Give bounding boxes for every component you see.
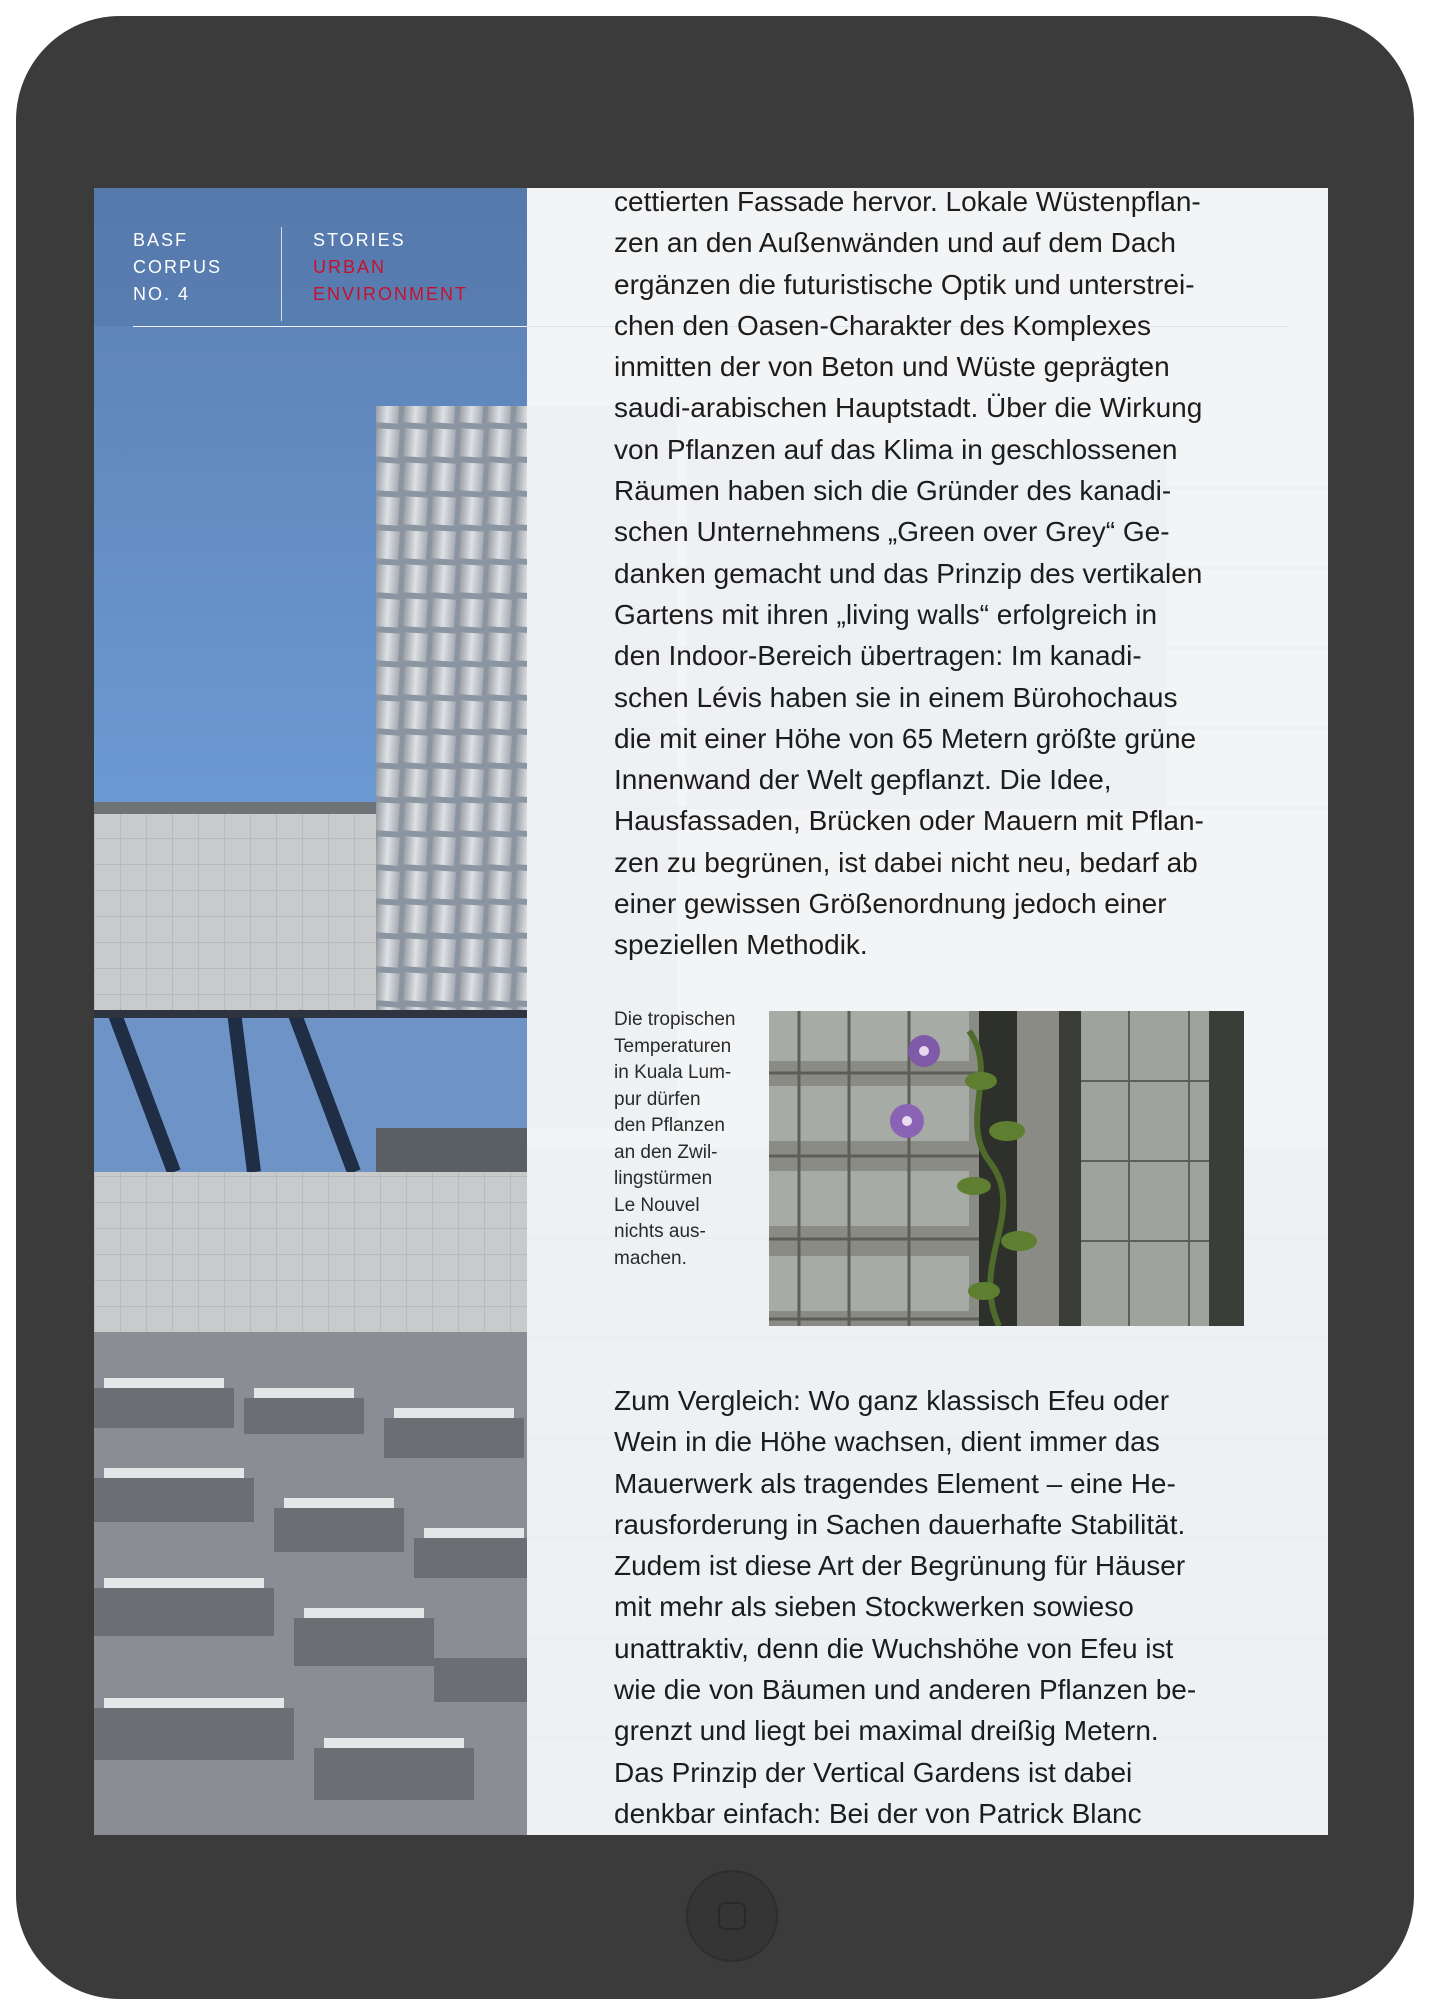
paragraph-line: Zum Vergleich: Wo ganz klassisch Efeu oder [614, 1385, 1170, 1416]
category-line: ENVIRONMENT [313, 284, 469, 304]
caption-line: Le Nouvel [614, 1194, 700, 1216]
paragraph-line: Hausfassaden, Brücken oder Mauern mit Pflan- [614, 805, 1204, 837]
category-line: URBAN [313, 257, 387, 277]
header-vertical-divider [281, 227, 282, 321]
paragraph-line: saudi-arabischen Hauptstadt. Über die Wirkung [614, 392, 1203, 424]
paragraph-line: zen an den Außenwänden und auf dem Dach [614, 227, 1176, 259]
paragraph-line: wie die von Bäumen und anderen Pflanzen be- [614, 1674, 1197, 1706]
paragraph-line: Gartens mit ihren „living walls“ erfolgreich in [614, 598, 1158, 630]
paragraph-line: Mauerwerk als tragendes Element – eine He- [614, 1467, 1176, 1499]
paragraph-line: unattraktiv, denn die Wuchshöhe von Efeu ist [614, 1632, 1174, 1664]
section-label: STORIES [313, 230, 406, 250]
paragraph-line: schen Lévis haben sie in einem Bürohochaus [614, 681, 1178, 713]
issue-number: NO. 4 [133, 284, 191, 304]
paragraph-line: danken gemacht und das Prinzip des vertikalen [614, 557, 1203, 589]
image-caption [614, 1007, 764, 1272]
brand-line: CORPUS [133, 257, 223, 277]
paragraph-line: den Indoor-Bereich übertragen: Im kanadi- [614, 640, 1142, 672]
paragraph-line: Wein in die Höhe wachsen, dient immer das [614, 1426, 1160, 1458]
paragraph-line: zen zu begrünen, ist dabei nicht neu, bedarf ab [614, 846, 1198, 878]
inset-photo [769, 1011, 1244, 1326]
caption-line: an den Zwil- [614, 1141, 718, 1163]
section-block[interactable] [313, 227, 468, 308]
paragraph-line: inmitten der von Beton und Wüste geprägten [614, 351, 1170, 383]
paragraph-line: Das Prinzip der Vertical Gardens ist dabei [614, 1756, 1133, 1788]
paragraph-line: von Pflanzen auf das Klima in geschlossenen [614, 433, 1178, 465]
paragraph-line: chen den Oasen-Charakter des Komplexes [614, 309, 1151, 341]
paragraph-line: denkbar einfach: Bei der von Patrick Blanc [614, 1797, 1142, 1829]
paragraph-line: Zudem ist diese Art der Begrünung für Häuser [614, 1550, 1186, 1582]
paragraph-line: speziellen Methodik. [614, 929, 868, 961]
article-paragraph-2 [614, 1380, 1254, 1834]
paragraph-line: Räumen haben sich die Gründer des kanadi- [614, 475, 1172, 507]
caption-line: machen. [614, 1247, 687, 1269]
paragraph-line: rausforderung in Sachen dauerhafte Stabilität. [614, 1508, 1186, 1540]
paragraph-line: mit mehr als sieben Stockwerken sowieso [614, 1591, 1134, 1623]
caption-line: den Pflanzen [614, 1115, 725, 1136]
paragraph-line: ergänzen die futuristische Optik und unterstrei- [614, 268, 1195, 300]
magazine-header [133, 227, 469, 315]
caption-line: lingstürmen [614, 1168, 713, 1189]
brand-block[interactable] [133, 227, 222, 308]
paragraph-line: Innenwand der Welt gepflanzt. Die Idee, [614, 764, 1112, 796]
paragraph-line: grenzt und liegt bei maximal dreißig Metern. [614, 1715, 1159, 1747]
main-photo [94, 188, 527, 1835]
caption-line: nichts aus- [614, 1221, 706, 1242]
paragraph-line: die mit einer Höhe von 65 Metern größte grüne [614, 722, 1197, 754]
caption-line: Temperaturen [614, 1035, 732, 1057]
caption-line: pur dürfen [614, 1088, 701, 1110]
caption-line: Die tropischen [614, 1009, 736, 1030]
paragraph-line: schen Unternehmens „Green over Grey“ Ge- [614, 516, 1170, 548]
home-button-icon [718, 1902, 746, 1930]
brand-line: BASF [133, 230, 189, 250]
paragraph-line: einer gewissen Größenordnung jedoch einer [614, 888, 1167, 920]
article-paragraph-1 [614, 181, 1254, 966]
header-divider-left [133, 326, 527, 327]
caption-line: in Kuala Lum- [614, 1062, 732, 1083]
paragraph-line: cettierten Fassade hervor. Lokale Wüstenpflan- [614, 186, 1201, 217]
